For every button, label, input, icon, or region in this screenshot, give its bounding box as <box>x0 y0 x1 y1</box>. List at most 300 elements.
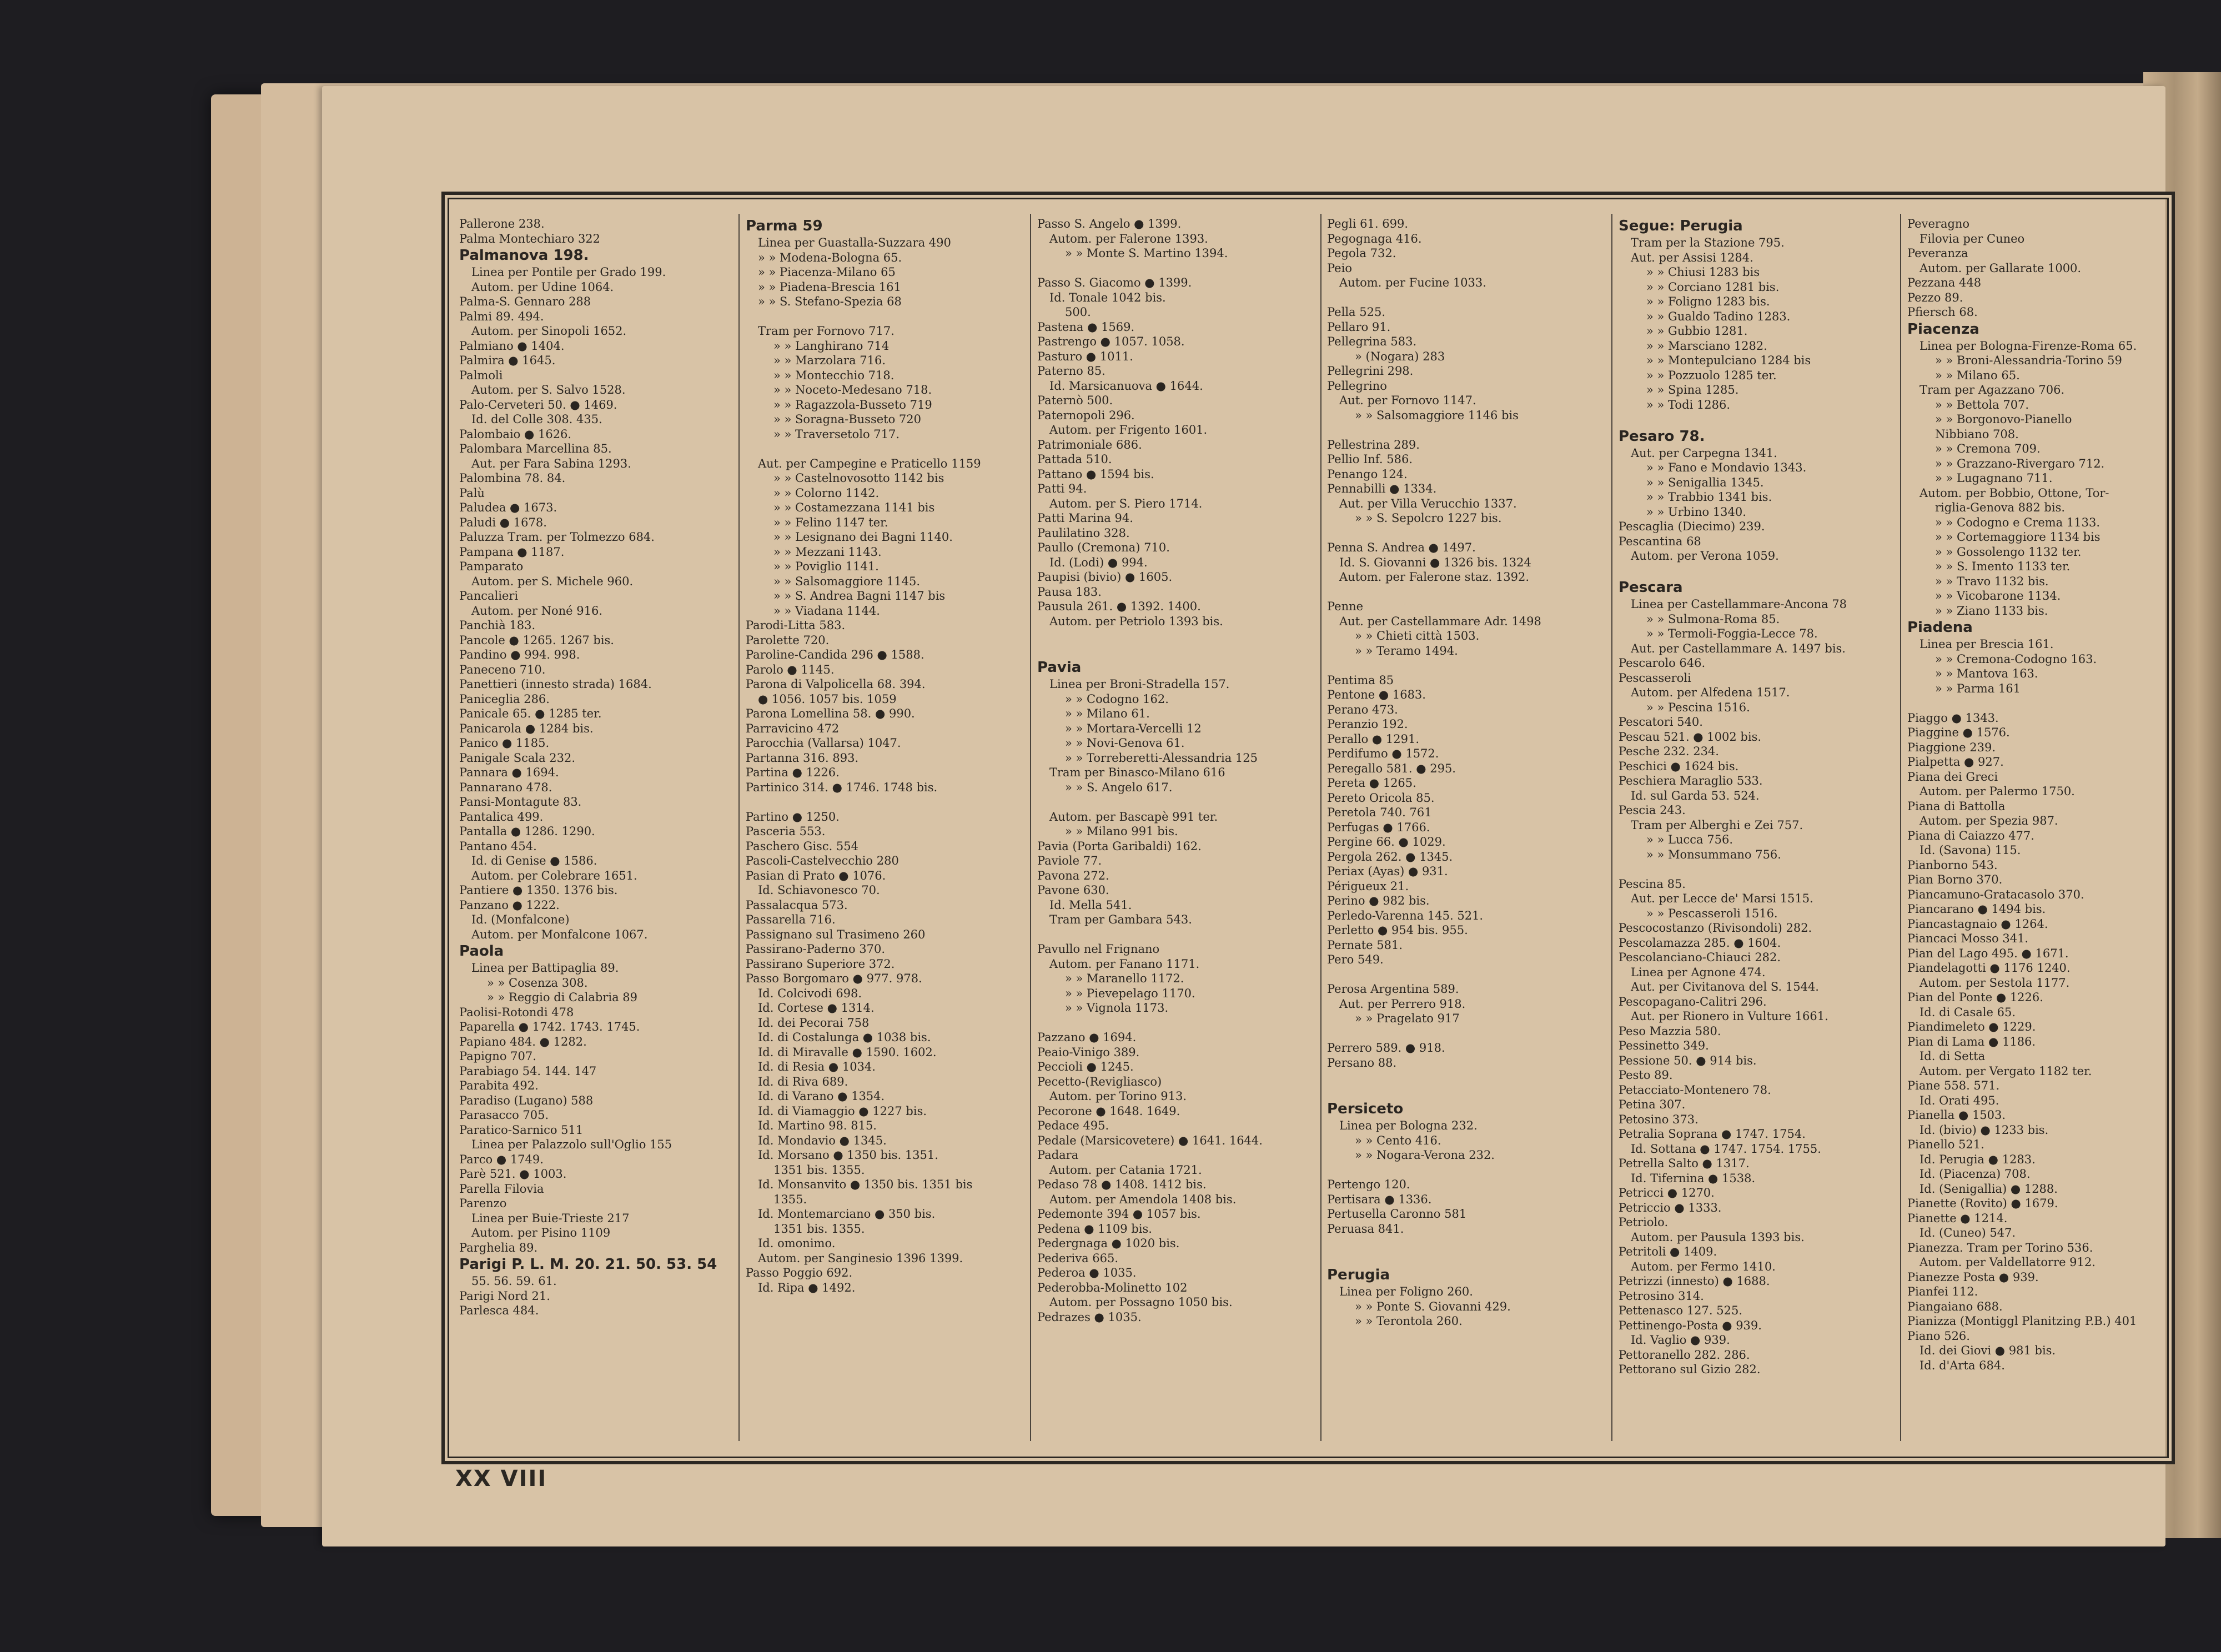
index-entry: Panettieri (innesto strada) 1684. <box>459 677 652 691</box>
index-entry: Parigi Nord 21. <box>459 1289 550 1303</box>
index-entry <box>1619 564 1891 579</box>
index-entry: Patti Marina 94. <box>1037 511 1133 525</box>
index-entry: Peso Mazzia 580. <box>1619 1024 1721 1038</box>
index-entry: Autom. per Verona 1059. <box>1631 549 1779 563</box>
index-entry: Petriolo. <box>1619 1216 1669 1229</box>
index-entry: Pedergnaga ● 1020 bis. <box>1037 1237 1180 1250</box>
index-entry: » » Terontola 260. <box>1355 1314 1463 1328</box>
index-entry: Aut. per Castellammare A. 1497 bis. <box>1631 641 1846 655</box>
index-entry: Pianborno 543. <box>1907 858 1998 872</box>
index-entry: Filovia per Cuneo <box>1919 232 2025 245</box>
index-entry: Pian Borno 370. <box>1907 873 2003 886</box>
index-entry: » » S. Sepolcro 1227 bis. <box>1355 511 1502 525</box>
index-entry: Id. d'Arta 684. <box>1919 1358 2005 1372</box>
index-entry: » » Poviglio 1141. <box>773 560 879 573</box>
index-entry: Pentone ● 1683. <box>1327 688 1426 701</box>
index-entry: 1355. <box>773 1192 807 1206</box>
index-entry: Penango 124. <box>1327 467 1408 481</box>
index-entry: Pazzano ● 1694. <box>1037 1031 1137 1044</box>
index-entry: Linea per Foligno 260. <box>1339 1285 1473 1298</box>
index-entry: Paludea ● 1673. <box>459 501 557 514</box>
index-entry: » » Colorno 1142. <box>773 486 880 500</box>
index-entry: » » Gubbio 1281. <box>1646 324 1748 338</box>
index-entry: Pavullo nel Frignano <box>1037 942 1160 956</box>
index-entry: Pertusella Caronno 581 <box>1327 1207 1467 1221</box>
index-entry: Pannara ● 1694. <box>459 766 559 779</box>
index-entry: Piaggine ● 1576. <box>1907 726 2010 739</box>
index-entry: Linea per Castellammare-Ancona 78 <box>1631 597 1847 611</box>
index-entry: Autom. per Sanginesio 1396 1399. <box>758 1251 963 1265</box>
index-entry: Autom. per Pausula 1393 bis. <box>1631 1230 1805 1244</box>
index-entry: Id. di Genise ● 1586. <box>471 854 597 867</box>
index-entry: Petritoli ● 1409. <box>1619 1245 1717 1258</box>
index-entry: Petacciato-Montenero 78. <box>1619 1083 1771 1097</box>
index-column-2 <box>746 217 1018 1438</box>
index-entry: Autom. per Valdellatorre 912. <box>1919 1256 2096 1269</box>
index-entry: Passo S. Giacomo ● 1399. <box>1037 276 1192 289</box>
index-entry: Passalacqua 573. <box>746 898 848 912</box>
index-entry: Pianfei 112. <box>1907 1285 1978 1298</box>
index-entry: » » Viadana 1144. <box>773 604 880 617</box>
index-entry: Perallo ● 1291. <box>1327 732 1420 746</box>
index-entry: Pancole ● 1265. 1267 bis. <box>459 633 614 647</box>
index-entry: » » Urbino 1340. <box>1646 505 1746 519</box>
index-entry: Peveranza <box>1907 247 1968 260</box>
index-entry: Petrosino 314. <box>1619 1289 1704 1303</box>
index-entry: » » Milano 61. <box>1065 707 1150 720</box>
index-entry: Peregallo 581. ● 295. <box>1327 761 1456 775</box>
index-entry: Paludi ● 1678. <box>459 515 547 529</box>
index-entry: Autom. per Bobbio, Ottone, Tor- <box>1919 486 2109 500</box>
index-entry: Pansi-Montagute 83. <box>459 795 582 809</box>
index-entry: Id. Mella 541. <box>1049 898 1132 912</box>
index-entry: » » Piadena-Brescia 161 <box>758 280 901 294</box>
index-entry: Pascoli-Castelvecchio 280 <box>746 854 899 867</box>
index-entry: » » Cento 416. <box>1355 1133 1441 1147</box>
index-entry: Pasceria 553. <box>746 825 826 838</box>
index-entry: Pasian di Prato ● 1076. <box>746 868 886 882</box>
index-column-6 <box>1907 217 2179 1438</box>
index-entry: Pesche 232. 234. <box>1619 745 1719 758</box>
index-entry: Pandino ● 994. 998. <box>459 648 580 661</box>
index-entry: » » Teramo 1494. <box>1355 644 1458 657</box>
index-entry: Pecetto-(Revigliasco) <box>1037 1074 1162 1088</box>
index-heading: Piadena <box>1907 619 1973 636</box>
index-heading: Pescara <box>1619 579 1683 596</box>
index-entry: Id. S. Giovanni ● 1326 bis. 1324 <box>1339 555 1531 569</box>
index-entry: Pavone 630. <box>1037 883 1109 897</box>
index-entry: Parona di Valpolicella 68. 394. <box>746 677 926 691</box>
index-entry: Partina ● 1226. <box>746 766 840 779</box>
index-entry: Peccioli ● 1245. <box>1037 1060 1134 1073</box>
index-entry: Id. di Setta <box>1919 1050 1986 1063</box>
index-entry: Palmira ● 1645. <box>459 354 556 367</box>
index-heading: Piacenza <box>1907 320 1979 338</box>
index-entry: Palombina 78. 84. <box>459 471 566 485</box>
index-entry: Piandimeleto ● 1229. <box>1907 1020 2036 1033</box>
index-entry <box>1037 261 1309 276</box>
index-entry: Autom. per Alfedena 1517. <box>1631 686 1790 699</box>
index-entry <box>1327 423 1599 438</box>
index-entry: Id. (Monfalcone) <box>471 913 570 926</box>
index-entry: Pantalica 499. <box>459 810 544 824</box>
index-entry: Pereto Oricola 85. <box>1327 791 1435 805</box>
index-entry: Parodi-Litta 583. <box>746 619 846 632</box>
index-entry: Pastena ● 1569. <box>1037 320 1135 334</box>
index-entry: Palmoli <box>459 368 503 382</box>
index-entry: Id. (bivio) ● 1233 bis. <box>1919 1123 2049 1137</box>
index-entry: Persano 88. <box>1327 1056 1397 1069</box>
index-entry: Linea per Palazzolo sull'Oglio 155 <box>471 1138 672 1151</box>
index-entry: Peschici ● 1624 bis. <box>1619 759 1739 773</box>
index-entry: » » S. Imento 1133 ter. <box>1935 560 2071 573</box>
index-entry: Id. Perugia ● 1283. <box>1919 1152 2036 1166</box>
index-entry: » » Soragna-Busseto 720 <box>773 413 921 426</box>
index-entry: Pessione 50. ● 914 bis. <box>1619 1053 1757 1067</box>
index-entry: Id. del Colle 308. 435. <box>471 413 602 426</box>
index-entry: Autom. per Possagno 1050 bis. <box>1049 1296 1233 1309</box>
index-entry: » » Pragelato 917 <box>1355 1012 1460 1025</box>
index-entry: Pennabilli ● 1334. <box>1327 482 1437 495</box>
index-entry: » » Milano 65. <box>1935 368 2020 382</box>
index-entry: Pedrazes ● 1035. <box>1037 1310 1142 1324</box>
index-entry: » » Codogno e Crema 1133. <box>1935 515 2100 529</box>
index-entry: ● 1056. 1057 bis. 1059 <box>758 692 897 706</box>
index-entry: » » Broni-Alessandria-Torino 59 <box>1935 354 2122 367</box>
index-entry: Pianella ● 1503. <box>1907 1108 2006 1122</box>
index-heading: Pesaro 78. <box>1619 428 1705 445</box>
index-entry: Pian del Lago 495. ● 1671. <box>1907 946 2069 960</box>
index-heading: Persiceto <box>1327 1101 1404 1117</box>
index-entry: Id. Mondavio ● 1345. <box>758 1133 887 1147</box>
index-entry: » » Nogara-Verona 232. <box>1355 1148 1495 1162</box>
index-entry: Pescatori 540. <box>1619 715 1703 729</box>
index-column-1 <box>459 217 731 1438</box>
column-rule <box>1900 214 1901 1441</box>
index-entry: Parravicino 472 <box>746 721 840 735</box>
index-entry: Penne <box>1327 600 1364 613</box>
index-entry: Piano 526. <box>1907 1329 1970 1343</box>
index-entry: Peruasa 841. <box>1327 1222 1404 1236</box>
index-entry: Pellegrini 298. <box>1327 364 1414 378</box>
index-entry: Pannarano 478. <box>459 780 552 794</box>
index-entry: Parocchia (Vallarsa) 1047. <box>746 736 901 750</box>
index-entry: Petrella Salto ● 1317. <box>1619 1157 1750 1170</box>
index-entry: Petina 307. <box>1619 1098 1686 1111</box>
index-column-5 <box>1619 217 1891 1438</box>
index-entry: Paschero Gisc. 554 <box>746 839 859 853</box>
index-entry: Autom. per Bascapè 991 ter. <box>1049 810 1218 824</box>
index-entry: Pertisara ● 1336. <box>1327 1192 1432 1206</box>
index-entry: Tram per Fornovo 717. <box>758 324 895 338</box>
index-entry: Petralia Soprana ● 1747. 1754. <box>1619 1127 1806 1141</box>
index-entry: Parco ● 1749. <box>459 1152 544 1166</box>
index-entry: Id. (Lodi) ● 994. <box>1049 555 1148 569</box>
index-entry: » » S. Stefano-Spezia 68 <box>758 295 902 308</box>
index-entry: Id. Morsano ● 1350 bis. 1351. <box>758 1148 938 1162</box>
index-entry: Perdifumo ● 1572. <box>1327 747 1439 760</box>
index-entry: Id. Sottana ● 1747. 1754. 1755. <box>1631 1142 1821 1156</box>
index-entry: Pederobba-Molinetto 102 <box>1037 1281 1188 1294</box>
index-entry: Pescocostanzo (Rivisondoli) 282. <box>1619 921 1812 935</box>
index-entry: Linea per Agnone 474. <box>1631 965 1766 979</box>
index-entry: Id. Tifernina ● 1538. <box>1631 1171 1756 1185</box>
index-entry: » » Montepulciano 1284 bis <box>1646 354 1811 367</box>
index-entry: Autom. per Spezia 987. <box>1919 814 2058 827</box>
index-entry: Autom. per Amendola 1408 bis. <box>1049 1192 1237 1206</box>
index-entry: Piaggione 239. <box>1907 740 1996 754</box>
index-entry: Pescasseroli <box>1619 671 1691 685</box>
index-entry: » » Ponte S. Giovanni 429. <box>1355 1299 1511 1313</box>
index-entry: Peschiera Maraglio 533. <box>1619 774 1763 787</box>
index-entry <box>1037 1016 1309 1031</box>
index-entry: Pederoa ● 1035. <box>1037 1266 1137 1279</box>
index-entry: » » Cortemaggiore 1134 bis <box>1935 530 2101 544</box>
index-entry: Aut. per Castellammare Adr. 1498 <box>1339 614 1541 628</box>
index-entry: Aut. per Carpegna 1341. <box>1631 446 1777 460</box>
index-entry: Pernate 581. <box>1327 938 1403 952</box>
index-entry: » » Marzolara 716. <box>773 354 886 367</box>
index-entry: Aut. per Villa Verucchio 1337. <box>1339 496 1517 510</box>
index-column-4 <box>1327 217 1599 1438</box>
index-entry: Paroline-Candida 296 ● 1588. <box>746 648 924 661</box>
index-entry: Linea per Buie-Trieste 217 <box>471 1211 630 1225</box>
index-entry: » » Todi 1286. <box>1646 398 1731 411</box>
index-entry: Paluzza Tram. per Tolmezzo 684. <box>459 530 655 544</box>
index-entry: Id. Orati 495. <box>1919 1093 1999 1107</box>
index-entry: Palombara Marcellina 85. <box>459 442 612 455</box>
index-entry: » » Modena-Bologna 65. <box>758 250 902 264</box>
index-entry: Pegli 61. 699. <box>1327 217 1408 230</box>
index-entry: Parè 521. ● 1003. <box>459 1167 567 1181</box>
index-entry <box>1327 290 1599 305</box>
index-entry: Id. Monsanvito ● 1350 bis. 1351 bis <box>758 1178 973 1191</box>
index-entry: Paneceno 710. <box>459 662 546 676</box>
index-entry: riglia-Genova 882 bis. <box>1935 501 2066 514</box>
index-entry: Panzano ● 1222. <box>459 898 560 912</box>
index-entry: Paradiso (Lugano) 588 <box>459 1093 594 1107</box>
index-entry: Paratico-Sarnico 511 <box>459 1123 584 1137</box>
index-entry: Parenzo <box>459 1197 507 1210</box>
index-entry: Papiano 484. ● 1282. <box>459 1035 587 1048</box>
index-entry: » » Cremona-Codogno 163. <box>1935 652 2097 666</box>
index-entry: Pezzana 448 <box>1907 276 1982 289</box>
index-entry: Pescolanciano-Chiauci 282. <box>1619 951 1781 964</box>
index-entry: » » Foligno 1283 bis. <box>1646 295 1770 308</box>
index-entry: Palma Montechiaro 322 <box>459 232 601 245</box>
index-entry: Pedena ● 1109 bis. <box>1037 1222 1152 1236</box>
index-entry: Pianello 521. <box>1907 1138 1984 1151</box>
index-entry: » » Sulmona-Roma 85. <box>1646 612 1780 626</box>
index-entry: Id. Vaglio ● 939. <box>1631 1333 1730 1347</box>
index-entry: » » Bettola 707. <box>1935 398 2029 411</box>
index-entry: Autom. per Fermo 1410. <box>1631 1259 1776 1273</box>
index-entry: Panchià 183. <box>459 619 536 632</box>
index-entry: » » Lesignano dei Bagni 1140. <box>773 530 953 544</box>
index-entry: Pianizza (Montiggl Planitzing P.B.) 401 <box>1907 1314 2137 1328</box>
index-entry: Autom. per Monfalcone 1067. <box>471 927 648 941</box>
index-entry: Pero 549. <box>1327 953 1384 966</box>
index-entry: Passo Poggio 692. <box>746 1266 853 1279</box>
index-entry: Pettenasco 127. 525. <box>1619 1304 1743 1317</box>
index-entry: Autom. per Fucine 1033. <box>1339 276 1486 289</box>
index-entry: Pancalieri <box>459 589 519 602</box>
index-entry: » » Felino 1147 ter. <box>773 515 888 529</box>
index-entry: Panigale Scala 232. <box>459 751 576 765</box>
index-entry: Pettoranello 282. 286. <box>1619 1348 1750 1362</box>
index-entry: Linea per Bologna-Firenze-Roma 65. <box>1919 339 2137 353</box>
index-entry: Palombaio ● 1626. <box>459 427 572 441</box>
index-entry: » » Corciano 1281 bis. <box>1646 280 1780 294</box>
index-entry: Pedace 495. <box>1037 1119 1109 1132</box>
index-entry: » » Marsciano 1282. <box>1646 339 1767 353</box>
index-entry: Piandelagotti ● 1176 1240. <box>1907 961 2071 975</box>
index-entry <box>1327 1251 1599 1266</box>
index-heading: Paola <box>459 943 504 960</box>
index-entry: » » Pescasseroli 1516. <box>1646 906 1778 920</box>
index-entry: Panico ● 1185. <box>459 736 550 750</box>
index-entry: Piancarano ● 1494 bis. <box>1907 902 2046 916</box>
index-entry: Peaio-Vinigo 389. <box>1037 1045 1140 1059</box>
index-entry: Petricci ● 1270. <box>1619 1186 1715 1199</box>
index-entry: » » Milano 991 bis. <box>1065 825 1178 838</box>
index-entry: Passirano Superiore 372. <box>746 957 895 971</box>
index-entry: » » Traversetolo 717. <box>773 427 900 441</box>
index-entry: Autom. per Colebrare 1651. <box>471 868 637 882</box>
index-entry: » » Gualdo Tadino 1283. <box>1646 309 1791 323</box>
index-entry: Piancamuno-Gratacasolo 370. <box>1907 887 2084 901</box>
index-entry: Autom. per Vergato 1182 ter. <box>1919 1064 2092 1078</box>
index-entry: Pedemonte 394 ● 1057 bis. <box>1037 1207 1201 1221</box>
index-entry: Pavia (Porta Garibaldi) 162. <box>1037 839 1202 853</box>
index-entry: Autom. per S. Michele 960. <box>471 574 634 588</box>
index-entry: » » Reggio di Calabria 89 <box>487 991 637 1004</box>
index-entry: Pattada 510. <box>1037 453 1112 466</box>
index-entry: » » Costamezzana 1141 bis <box>773 501 935 514</box>
index-entry: Pettinengo-Posta ● 939. <box>1619 1318 1762 1332</box>
index-entry: Pantiere ● 1350. 1376 bis. <box>459 883 618 897</box>
index-entry: Tram per Agazzano 706. <box>1919 383 2065 396</box>
index-entry: Paternò 500. <box>1037 394 1113 407</box>
index-entry: Parghelia 89. <box>459 1241 538 1254</box>
index-entry: Pasturo ● 1011. <box>1037 349 1133 363</box>
index-entry: » » Maranello 1172. <box>1065 972 1184 985</box>
index-entry: 55. 56. 59. 61. <box>471 1274 557 1288</box>
index-entry: Partinico 314. ● 1746. 1748 bis. <box>746 780 938 794</box>
index-entry: » » Cremona 709. <box>1935 442 2041 455</box>
index-entry: Linea per Brescia 161. <box>1919 637 2054 651</box>
index-heading: Palmanova 198. <box>459 247 589 264</box>
index-entry: » » Travo 1132 bis. <box>1935 574 2049 588</box>
index-entry: » » S. Angelo 617. <box>1065 780 1173 794</box>
index-entry: Pezzo 89. <box>1907 290 1963 304</box>
index-entry: Id. Marsicanuova ● 1644. <box>1049 379 1203 393</box>
index-entry: Autom. per Torino 913. <box>1049 1089 1187 1103</box>
index-entry: » » Gossolengo 1132 ter. <box>1935 545 2082 559</box>
index-entry: Peretola 740. 761 <box>1327 806 1432 819</box>
index-entry: Palma-S. Gennaro 288 <box>459 295 591 308</box>
index-entry: Id. Schiavonesco 70. <box>758 883 880 897</box>
index-entry: Pella 525. <box>1327 305 1385 319</box>
index-entry: » » Mezzani 1143. <box>773 545 882 559</box>
index-entry: Pederiva 665. <box>1037 1251 1119 1265</box>
index-entry: Pescantina 68 <box>1619 534 1701 548</box>
index-entry: Pereta ● 1265. <box>1327 776 1416 790</box>
index-entry <box>1037 644 1309 659</box>
index-entry: Pian di Lama ● 1186. <box>1907 1035 2036 1048</box>
index-entry: Aut. per Perrero 918. <box>1339 997 1466 1011</box>
index-entry: Pescia 243. <box>1619 804 1686 817</box>
index-entry: Id. di Varano ● 1354. <box>758 1089 885 1103</box>
index-entry: Pianette ● 1214. <box>1907 1211 2008 1225</box>
index-entry: Patrimoniale 686. <box>1037 438 1142 451</box>
index-entry: Aut. per Campegine e Praticello 1159 <box>758 456 981 470</box>
index-entry: Pegognaga 416. <box>1327 232 1422 245</box>
index-column-3 <box>1037 217 1309 1438</box>
index-entry: Peveragno <box>1907 217 1970 230</box>
index-entry: Pfiersch 68. <box>1907 305 1978 319</box>
index-entry: Nibbiano 708. <box>1935 427 2019 441</box>
index-entry: Tram per Alberghi e Zei 757. <box>1631 818 1803 832</box>
index-entry: Peio <box>1327 261 1352 275</box>
index-entry: Id. dei Pecorai 758 <box>758 1016 870 1030</box>
index-entry: Id. Tonale 1042 bis. <box>1049 290 1166 304</box>
index-entry: Autom. per Sinopoli 1652. <box>471 324 627 338</box>
index-heading: Perugia <box>1327 1267 1390 1283</box>
index-entry: » » Monsummano 756. <box>1646 847 1781 861</box>
index-entry: Pantalla ● 1286. 1290. <box>459 825 595 838</box>
index-entry: Pian del Ponte ● 1226. <box>1907 991 2043 1004</box>
index-entry: Paparella ● 1742. 1743. 1745. <box>459 1020 640 1033</box>
index-entry: » » Pozzuolo 1285 ter. <box>1646 368 1777 382</box>
index-entry: Pettorano sul Gizio 282. <box>1619 1363 1761 1376</box>
index-entry: » » Ragazzola-Busseto 719 <box>773 398 932 411</box>
index-entry: Id. Martino 98. 815. <box>758 1119 877 1132</box>
index-entry: Pantano 454. <box>459 839 537 853</box>
index-entry: » » Langhirano 714 <box>773 339 890 353</box>
index-entry: Petriccio ● 1333. <box>1619 1201 1722 1214</box>
index-entry <box>1619 862 1891 877</box>
index-entry: Perledo-Varenna 145. 521. <box>1327 908 1484 922</box>
index-entry: » » Grazzano-Rivergaro 712. <box>1935 456 2105 470</box>
index-entry: » » Lucca 756. <box>1646 833 1733 846</box>
index-entry: Pallerone 238. <box>459 217 545 230</box>
index-entry: Pastrengo ● 1057. 1058. <box>1037 335 1185 348</box>
index-entry: Aut. per Assisi 1284. <box>1631 250 1753 264</box>
index-entry: Paupisi (bivio) ● 1605. <box>1037 570 1173 584</box>
index-entry: Id. dei Giovi ● 981 bis. <box>1919 1344 2056 1357</box>
index-entry: » » Termoli-Foggia-Lecce 78. <box>1646 627 1818 640</box>
column-rule <box>1320 214 1321 1441</box>
index-entry: Paulilatino 328. <box>1037 526 1130 540</box>
index-entry <box>1327 1026 1599 1041</box>
index-entry: » » Novi-Genova 61. <box>1065 736 1185 750</box>
index-entry: Tram per Gambara 543. <box>1049 913 1192 926</box>
index-entry: Tram per la Stazione 795. <box>1631 236 1785 249</box>
index-entry: Pamparato <box>459 560 524 573</box>
index-entry <box>1327 967 1599 982</box>
index-entry: Pecorone ● 1648. 1649. <box>1037 1104 1180 1118</box>
index-entry: Paternopoli 296. <box>1037 408 1135 422</box>
index-entry: Tram per Binasco-Milano 616 <box>1049 766 1225 779</box>
index-entry: Panicale 65. ● 1285 ter. <box>459 707 602 720</box>
index-entry: Piana di Battolla <box>1907 799 2006 813</box>
index-entry: Paviole 77. <box>1037 854 1102 867</box>
index-entry: Id. omonimo. <box>758 1237 836 1250</box>
index-entry: Piane 558. 571. <box>1907 1079 2000 1092</box>
index-entry: Petosino 373. <box>1619 1112 1699 1126</box>
index-entry: 500. <box>1065 305 1091 319</box>
